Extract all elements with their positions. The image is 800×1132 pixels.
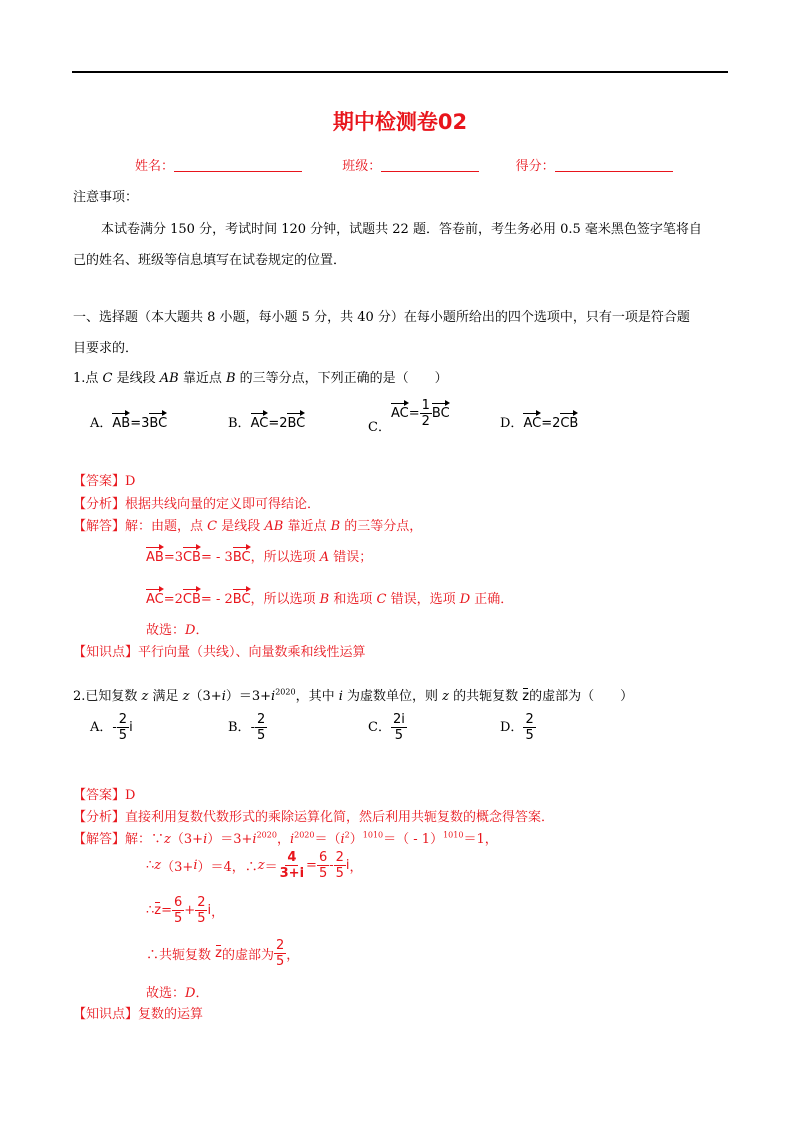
q2-option-d[interactable]: D． $\frac{2}{5}$ [500,712,534,743]
section-1-line-1: 一、选择题（本大题共 8 小题，每小题 5 分，共 40 分）在每小题所给出的四个选项中，只有一项是符合题 [73,310,690,325]
notice-line-2: 己的姓名、班级等信息填写在试卷规定的位置． [73,253,347,268]
q2-analysis: 【分析】直接利用复数代数形式的乘除运算化简，然后利用共轭复数的概念得答案． [73,810,555,825]
q2-option-c[interactable]: C． $\frac{2i}{5}$ [368,712,405,743]
section-1-line-2: 目要求的． [73,341,139,356]
score-label: 得分： [515,159,555,174]
class-label: 班级： [342,159,382,174]
student-info-row [135,155,673,174]
q1-solution-line-3: AC=2CB= - 2BC，所以选项 B 和选项 C 错误，选项 D 正确． [146,592,514,607]
q2-option-a[interactable]: A．- $\frac{2}{5}$ i [90,712,133,743]
q1-option-d[interactable]: D．AC=2CB [500,416,579,431]
q2-solution-line-2: ∴z（3+i）＝4，∴z＝ $\frac{4}{3+i}$ = $\frac{6}{5}$ - $\frac{2}{5}$ i， [146,850,363,881]
q1-analysis: 【分析】根据共线向量的定义即可得结论． [73,497,321,512]
q1-choose: 故选：D． [146,623,209,638]
class-field[interactable] [381,157,479,172]
q1-knowledge: 【知识点】平行向量（共线）、向量数乘和线性运算 [73,645,366,660]
question-2-stem: 2.已知复数 z 满足 $z(3+i)=3+i^{2020}$，其中 i 为虚数单位，则 z 的共轭复数 z的虚部为（ ） [73,687,634,704]
header-rule [72,71,728,73]
question-1-stem: 1.点 C 是线段 AB 靠近点 B 的三等分点，下列正确的是（ ） [73,371,448,386]
q2-solution-line-4: ∴共轭复数 z的虚部为 $\frac{2}{5}$ ， [146,938,300,969]
q2-knowledge: 【知识点】复数的运算 [73,1007,204,1022]
q1-option-b[interactable]: B．AC=2BC [228,416,306,431]
q2-solution-line-3: ∴z= $\frac{6}{5}$ + $\frac{2}{5}$ i， [146,895,225,926]
q1-solution-line-2: AB=3CB= - 3BC，所以选项 A 错误； [146,550,373,565]
q2-choose: 故选：D． [146,986,209,1001]
q1-answer: 【答案】D [73,474,136,489]
q2-answer: 【答案】D [73,788,136,803]
notice-heading: 注意事项： [73,190,139,205]
q2-solution-line-1: 【解答】解：$\because z(3+i)=3+i^{2020}$，$i^{2020}=(i^2)^{1010}=( - 1)^{1010}=1$， [73,830,498,847]
q1-option-c[interactable]: C．AC= $\frac{1}{2}$ BC [368,398,450,435]
score-field[interactable] [555,157,673,172]
name-label: 姓名： [135,159,175,174]
q1-option-a[interactable]: A．AB=3BC [90,416,168,431]
name-field[interactable] [174,157,302,172]
notice-line-1: 本试卷满分 150 分，考试时间 120 分钟，试题共 22 题．答卷前，考生务必用 0.5 毫米黑色签字笔将自 [101,222,702,237]
q2-option-b[interactable]: B．- $\frac{2}{5}$ [228,712,266,743]
q1-solution-line-1: 【解答】解：由题，点 C 是线段 AB 靠近点 B 的三等分点， [73,519,423,534]
page-title: 期中检测卷02 [332,110,468,134]
